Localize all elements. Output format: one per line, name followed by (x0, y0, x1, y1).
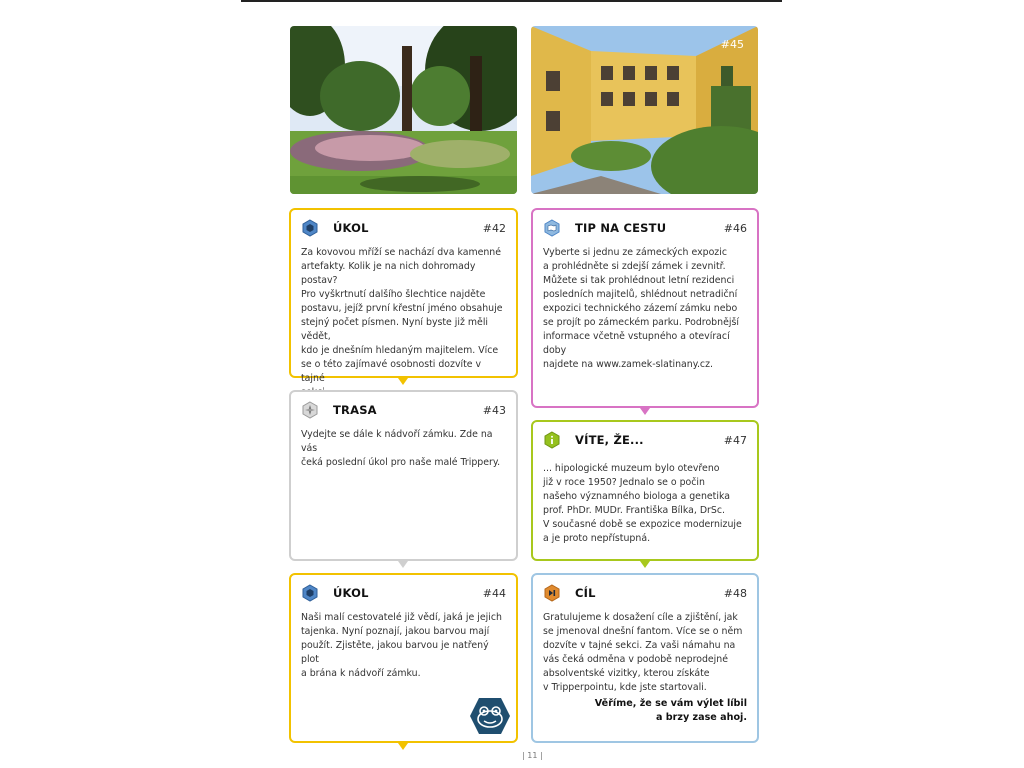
card-line: stejný počet písmen. Nyní byste již měli vědět, (301, 317, 489, 342)
card-line: posledních majitelů, shlédnout netradiční (543, 289, 738, 300)
card-title: ÚKOL (333, 586, 369, 600)
hexagon-blue-icon (301, 584, 319, 602)
card-line: ... hipologické muzeum bylo otevřeno (543, 463, 720, 474)
card-line: našeho významného biologa a genetika (543, 491, 730, 502)
card-number: #43 (482, 403, 506, 417)
tip-card-46 (531, 208, 759, 408)
info-hexagon-icon (543, 431, 561, 449)
card-line: čeká poslední úkol pro naše malé Trippery. (301, 457, 501, 468)
card-body (301, 246, 506, 400)
card-line: expozici technického zázemí zámku nebo (543, 303, 738, 314)
card-body (543, 462, 747, 546)
card-line: dozvíte v tajné sekci. Za vaši námahu na (543, 640, 736, 651)
closing-message (543, 697, 747, 725)
card-line: se projít po zámeckém parku. Podrobnější (543, 317, 739, 328)
card-line: se o této zajímavé osobnosti dozvíte v tajné (301, 359, 482, 384)
card-line: Za kovovou mříží se nachází dva kamenné (301, 247, 502, 258)
card-title: CÍL (575, 586, 596, 600)
card-line: artefakty. Kolik je na nich dohromady postav? (301, 261, 476, 286)
card-line: Gratulujeme k dosažení cíle a zjištění, jak (543, 612, 738, 623)
card-title: VÍTE, ŽE... (575, 433, 644, 447)
card-line: v Tripperpointu, kde jste startovali. (543, 682, 707, 693)
card-pointer (640, 408, 650, 415)
card-line: vás čeká odměna v podobě neprodejné (543, 654, 729, 665)
courtyard-photo (531, 26, 758, 194)
closing-line: a brzy zase ahoj. (655, 712, 747, 723)
card-line: Naši malí cestovatelé již vědí, jaká je jejich (301, 612, 502, 623)
task-card-44 (289, 573, 518, 743)
card-number: #47 (723, 433, 747, 447)
card-pointer (398, 378, 408, 385)
card-line: prof. PhDr. MUDr. Františka Bílka, DrSc. (543, 505, 725, 516)
closing-line: Věříme, že se vám výlet líbil (594, 698, 747, 709)
didyouknow-card-47 (531, 420, 759, 561)
card-line: a prohlédněte si zdejší zámek i zevnitř. (543, 261, 726, 272)
task-card-42 (289, 208, 518, 384)
card-body (543, 246, 747, 372)
card-line: informace včetně vstupného a otevírací doby (543, 331, 730, 356)
card-number: #42 (482, 221, 506, 235)
card-line: Vydejte se dále k nádvoří zámku. Zde na vás (301, 429, 493, 454)
finish-hexagon-icon (543, 584, 561, 602)
card-line: Můžete si tak prohlédnout letní rezidenci (543, 275, 735, 286)
frog-mascot-icon (469, 697, 511, 735)
card-line: Pro vyškrtnutí dalšího šlechtice najděte (301, 289, 486, 300)
card-line: absolventské vizitky, kterou získáte (543, 668, 710, 679)
route-card-43 (289, 390, 518, 561)
card-line: tajenka. Nyní poznají, jakou barvou mají (301, 626, 490, 637)
card-line: již v roce 1950? Jednalo se o počin (543, 477, 705, 488)
card-line: použít. Zjistěte, jakou barvou je natřený plot (301, 640, 489, 665)
card-body (301, 428, 506, 470)
card-line: najdete na www.zamek-slatinany.cz. (543, 359, 713, 370)
hexagon-blue-icon (301, 219, 319, 237)
card-line: se jmenoval dnešní fantom. Více se o něm (543, 626, 743, 637)
card-line: postavu, jejíž první křestní jméno obsahuje (301, 303, 503, 314)
card-title: TIP NA CESTU (575, 221, 667, 235)
card-body (301, 611, 506, 681)
card-pointer (398, 561, 408, 568)
goal-card-48 (531, 573, 759, 743)
card-number: #44 (482, 586, 506, 600)
card-line: kdo je dnešním hledaným majitelem. Více (301, 345, 499, 356)
photo-label: #45 (720, 38, 744, 51)
card-line: a je proto nepřístupná. (543, 533, 651, 544)
top-rule (241, 0, 782, 2)
card-pointer (640, 561, 650, 568)
card-pointer (398, 743, 408, 750)
card-number: #46 (723, 221, 747, 235)
card-line: Vyberte si jednu ze zámeckých expozic (543, 247, 727, 258)
card-title: TRASA (333, 403, 377, 417)
map-hexagon-icon (543, 219, 561, 237)
page-number: | 11 | (522, 751, 543, 760)
card-number: #48 (723, 586, 747, 600)
card-line: V současné době se expozice modernizuje (543, 519, 742, 530)
card-body (543, 611, 747, 695)
compass-hexagon-icon (301, 401, 319, 419)
card-line: a brána k nádvoří zámku. (301, 668, 421, 679)
garden-photo (290, 26, 517, 194)
card-title: ÚKOL (333, 221, 369, 235)
